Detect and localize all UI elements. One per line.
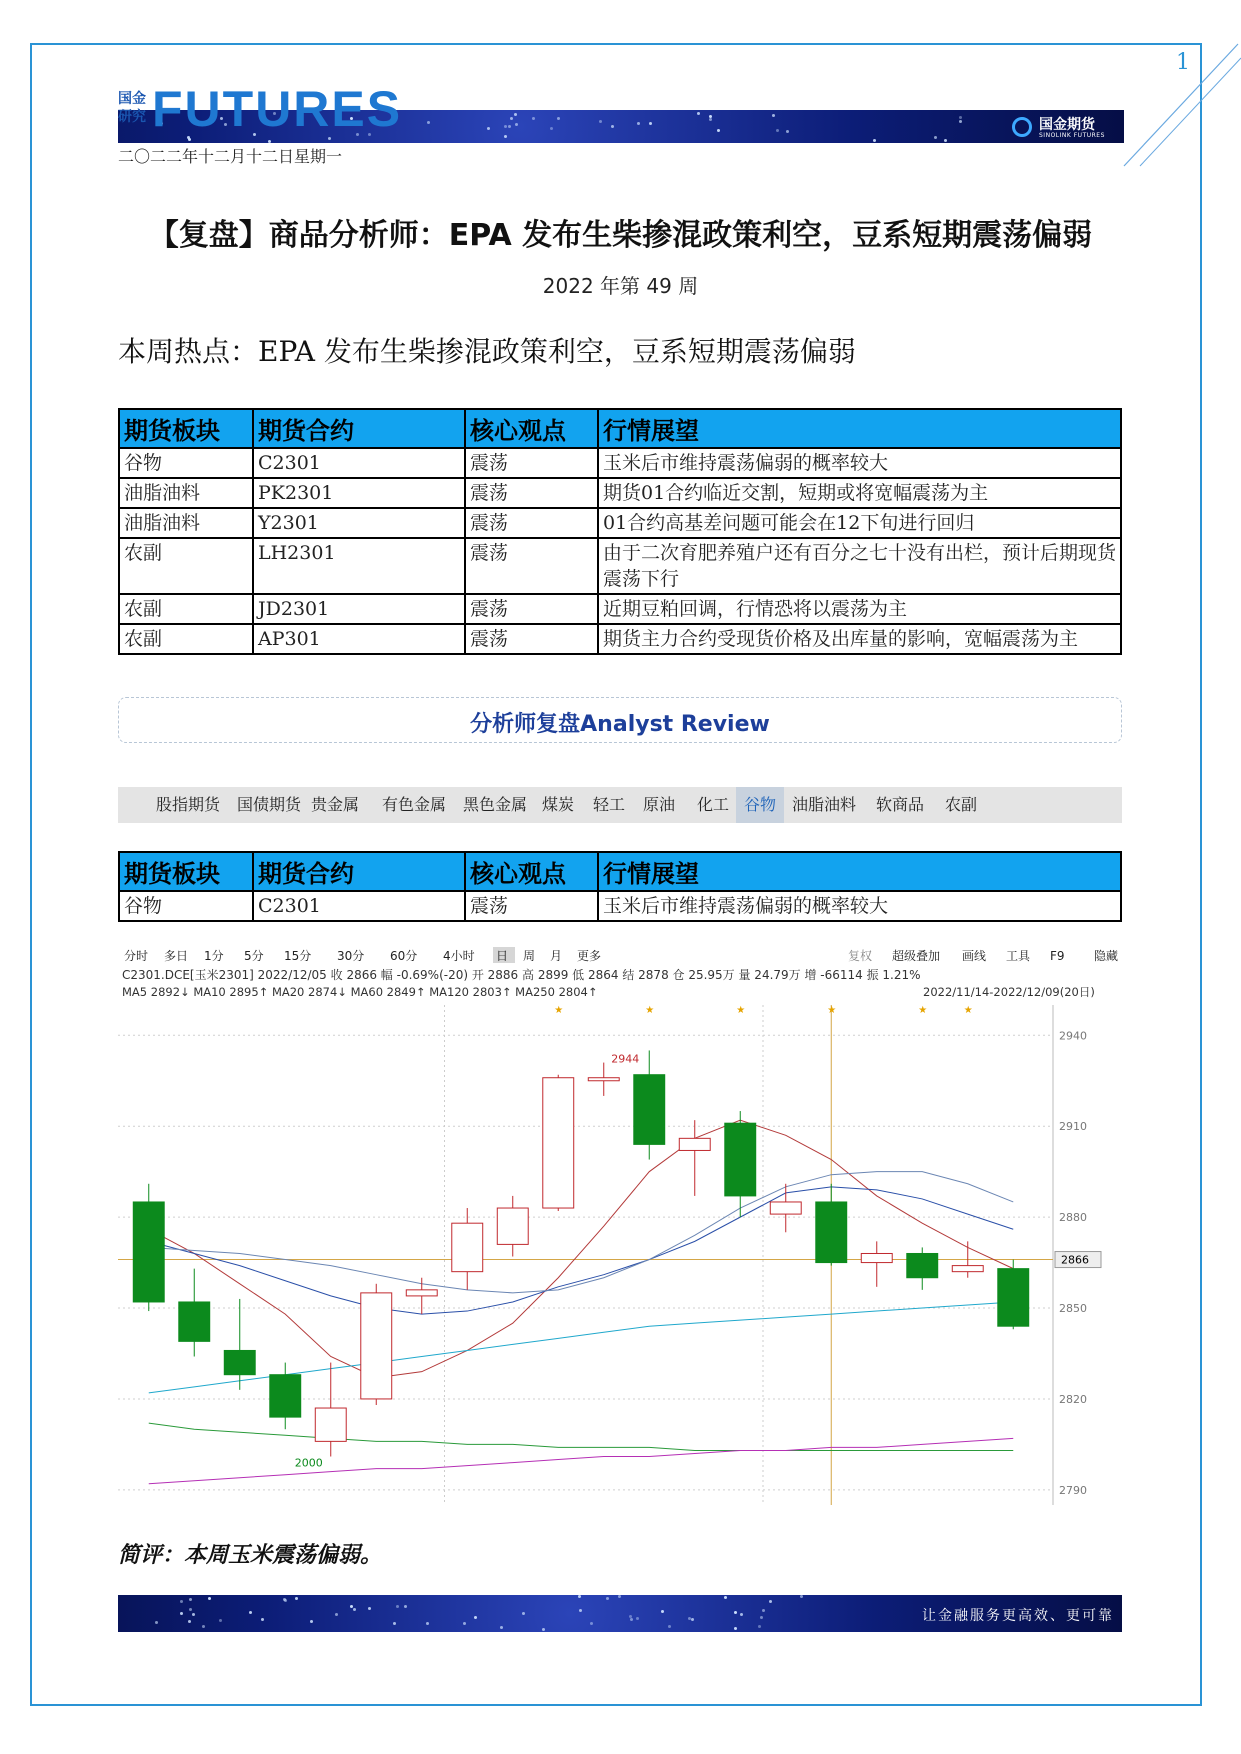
event-star-icon: ★	[554, 1005, 564, 1016]
star-dot	[697, 112, 700, 115]
y-tick-label: 2910	[1059, 1120, 1087, 1134]
star-dot	[717, 129, 720, 132]
table-row	[119, 508, 1121, 538]
star-dot	[155, 1621, 158, 1624]
table-cell: AP301	[253, 624, 465, 654]
star-dot	[219, 1619, 222, 1622]
star-dot	[426, 1622, 429, 1625]
brand-cn: 国金期货	[1039, 117, 1095, 133]
star-dot	[515, 123, 518, 126]
star-dot	[599, 120, 602, 123]
table-cell: LH2301	[253, 538, 465, 594]
star-dot	[474, 1616, 477, 1619]
candle-body	[998, 1269, 1029, 1327]
table-cell: C2301	[253, 448, 465, 478]
period-button[interactable]: 多日	[164, 949, 189, 963]
y-tick-label: 2790	[1059, 1483, 1087, 1497]
table-row	[119, 594, 1121, 624]
table-cell: 期货主力合约受现货价格及出库量的影响，宽幅震荡为主	[598, 624, 1121, 654]
star-dot	[557, 117, 560, 120]
candle-body	[816, 1202, 847, 1263]
candle-body	[770, 1202, 801, 1214]
candle-body	[861, 1253, 892, 1262]
candle-body	[315, 1408, 346, 1441]
y-tick-label: 2880	[1059, 1211, 1087, 1225]
star-dot	[636, 1617, 639, 1620]
star-dot	[404, 1605, 407, 1608]
star-dot	[758, 1625, 761, 1628]
chart-tool-button[interactable]: 工具	[1006, 949, 1031, 963]
y-tick-label: 2820	[1059, 1392, 1087, 1406]
star-dot	[510, 117, 513, 120]
star-dot	[393, 1622, 396, 1625]
table-cell: 震荡	[465, 508, 598, 538]
event-star-icon: ★	[918, 1005, 928, 1016]
star-dot	[709, 118, 712, 121]
candle-body	[907, 1253, 938, 1277]
sector-tab[interactable]: 谷物	[736, 787, 784, 823]
star-dot	[353, 1608, 356, 1611]
period-button[interactable]: 30分	[337, 949, 365, 963]
table-cell: 谷物	[119, 448, 253, 478]
star-dot	[724, 1596, 727, 1599]
period-button[interactable]: 4小时	[443, 949, 475, 963]
star-dot	[786, 130, 789, 133]
chart-date-range: 2022/11/14-2022/12/09(20日)	[923, 985, 1095, 999]
candle-body	[952, 1266, 983, 1272]
event-star-icon: ★	[645, 1005, 655, 1016]
candle-body	[679, 1138, 710, 1150]
candle-body	[133, 1202, 164, 1302]
star-dot	[944, 139, 947, 142]
star-dot	[772, 114, 775, 117]
report-subtitle: 2022 年第 49 周	[542, 274, 699, 298]
sector-tab[interactable]: 化工	[696, 795, 729, 814]
table-cell: 玉米后市维持震荡偏弱的概率较大	[598, 891, 1121, 921]
table-header: 期货合约	[253, 409, 465, 448]
table-row	[119, 891, 1121, 921]
star-dot	[734, 1611, 737, 1614]
star-dot	[188, 1620, 191, 1623]
brand-en: SINOLINK FUTURES	[1039, 132, 1105, 139]
star-dot	[542, 1628, 545, 1631]
star-dot	[661, 1610, 664, 1613]
candle-body	[179, 1302, 210, 1341]
table-cell: 农副	[119, 538, 253, 594]
star-dot	[649, 122, 652, 125]
hot-topic: 本周热点：EPA 发布生柴掺混政策利空，豆系短期震荡偏弱	[118, 335, 856, 368]
brief-comment: 简评：本周玉米震荡偏弱。	[118, 1543, 383, 1568]
page-number: 1	[1176, 50, 1190, 75]
star-dot	[335, 1613, 338, 1616]
star-dot	[769, 1600, 772, 1603]
star-dot	[192, 1613, 195, 1616]
star-dot	[873, 139, 876, 142]
star-dot	[691, 1618, 694, 1621]
period-button[interactable]: 月	[550, 949, 563, 963]
sector-tab[interactable]: 国债期货	[236, 795, 301, 814]
star-dot	[427, 121, 430, 124]
table-header: 期货合约	[253, 852, 465, 891]
star-dot	[310, 1620, 313, 1623]
current-price-label: 2866	[1061, 1253, 1089, 1267]
period-button[interactable]: 1分	[204, 949, 224, 963]
star-dot	[740, 1613, 743, 1616]
table-header: 行情展望	[598, 852, 1121, 891]
candle-body	[452, 1223, 483, 1271]
candle-body	[543, 1078, 574, 1208]
table-header: 期货板块	[119, 409, 253, 448]
ma-line-ma20	[149, 1172, 1014, 1293]
table-cell: 震荡	[465, 478, 598, 508]
star-dot	[504, 125, 507, 128]
logo-en: FUTURES	[152, 81, 403, 137]
table-cell: JD2301	[253, 594, 465, 624]
star-dot	[295, 1597, 298, 1600]
period-button[interactable]: 60分	[390, 949, 418, 963]
table-cell: 油脂油料	[119, 508, 253, 538]
star-dot	[959, 116, 962, 119]
report-title: 【复盘】商品分析师：EPA 发布生柴掺混政策利空，豆系短期震荡偏弱	[148, 218, 1093, 253]
star-dot	[762, 1609, 765, 1612]
table-cell: PK2301	[253, 478, 465, 508]
star-dot	[189, 1608, 192, 1611]
star-dot	[487, 127, 490, 130]
chart-tool-button[interactable]: 隐藏	[1094, 949, 1119, 963]
sector-tabs	[118, 787, 1122, 823]
report-date: 二〇二二年十二月十二日星期一	[118, 147, 343, 166]
table-cell: 期货01合约临近交割，短期或将宽幅震荡为主	[598, 478, 1121, 508]
star-dot	[578, 1595, 581, 1598]
table-row	[119, 448, 1121, 478]
y-tick-label: 2850	[1059, 1302, 1087, 1316]
table-cell: C2301	[253, 891, 465, 921]
star-dot	[249, 1611, 252, 1614]
ma-line-ma10	[149, 1187, 1014, 1314]
star-dot	[590, 1622, 593, 1625]
table-row	[119, 538, 1121, 594]
sector-tab[interactable]: 轻工	[592, 795, 625, 814]
chart-info-line: C2301.DCE[玉米2301] 2022/12/05 收 2866 幅 -0.69%(-20) 开 2886 高 2899 低 2864 结 2878 仓 25.95万 量 24.79万 增 -66114 振 1.21%	[122, 968, 921, 982]
y-tick-label: 2940	[1059, 1029, 1087, 1043]
star-dot	[579, 1609, 582, 1612]
table-cell: 玉米后市维持震荡偏弱的概率较大	[598, 448, 1121, 478]
table-cell: 油脂油料	[119, 478, 253, 508]
table-header: 核心观点	[465, 852, 598, 891]
star-dot	[959, 120, 962, 123]
period-button[interactable]: 5分	[244, 949, 264, 963]
star-dot	[202, 1625, 205, 1628]
sector-tab[interactable]: 农副	[944, 795, 977, 814]
low-price-label: 2000	[294, 1456, 323, 1470]
chart-tool-button[interactable]: 复权	[848, 949, 873, 963]
period-button[interactable]: 周	[523, 949, 536, 963]
star-dot	[180, 1612, 183, 1615]
analyst-review-banner	[118, 697, 1122, 743]
star-dot	[611, 125, 614, 128]
sector-table	[118, 851, 1122, 922]
table-row	[119, 624, 1121, 654]
table-cell: 由于二次育肥养殖户还有百分之七十没有出栏，预计后期现货震荡下行	[598, 538, 1121, 594]
star-dot	[618, 1595, 621, 1598]
corner-decoration	[1110, 40, 1241, 170]
ma-line-ma250	[149, 1438, 1014, 1483]
star-dot	[463, 1622, 466, 1625]
candle-body	[224, 1350, 255, 1374]
table-row	[119, 478, 1121, 508]
star-dot	[189, 1598, 192, 1601]
table-cell: Y2301	[253, 508, 465, 538]
star-dot	[504, 135, 507, 138]
candle-body	[725, 1123, 756, 1196]
analyst-review-label: 分析师复盘Analyst Review	[470, 712, 770, 737]
table-cell: 震荡	[465, 891, 598, 921]
star-dot	[284, 1599, 287, 1602]
star-dot	[514, 113, 517, 116]
kline-chart-svg	[118, 945, 1122, 1509]
star-dot	[934, 136, 937, 139]
sector-tab[interactable]: 煤炭	[541, 795, 574, 814]
star-dot	[508, 125, 511, 128]
kline-chart	[118, 945, 1122, 1509]
event-star-icon: ★	[963, 1005, 973, 1016]
ma-line-ma120	[149, 1423, 1014, 1450]
table-cell: 谷物	[119, 891, 253, 921]
table-cell: 农副	[119, 624, 253, 654]
candle-body	[634, 1075, 665, 1145]
brand-mark-icon	[1012, 117, 1032, 137]
ma-line-ma5	[149, 1120, 1014, 1378]
star-dot	[550, 127, 553, 130]
table-cell: 近期豆粕回调，行情恐将以震荡为主	[598, 594, 1121, 624]
candle-body	[270, 1375, 301, 1417]
table-header-row	[119, 852, 1121, 891]
summary-table	[118, 408, 1122, 655]
sector-tab[interactable]: 油脂油料	[791, 795, 856, 814]
star-dot	[396, 1605, 399, 1608]
table-header: 期货板块	[119, 852, 253, 891]
star-dot	[630, 1618, 633, 1621]
chart-tool-button[interactable]: 画线	[962, 949, 987, 963]
table-cell: 01合约高基差问题可能会在12下旬进行回归	[598, 508, 1121, 538]
star-dot	[268, 140, 271, 143]
chart-tool-button[interactable]: F9	[1050, 949, 1065, 963]
event-star-icon: ★	[736, 1005, 746, 1016]
star-dot	[532, 117, 535, 120]
sector-tab[interactable]: 有色金属	[381, 795, 446, 814]
logo-cn: 国金研究	[118, 91, 146, 125]
table-cell: 农副	[119, 594, 253, 624]
candle-body	[497, 1208, 528, 1244]
footer-slogan: 让金融服务更高效、更可靠	[922, 1608, 1114, 1624]
chart-tool-button[interactable]: 超级叠加	[892, 949, 941, 963]
table-header-row	[119, 409, 1121, 448]
table-cell: 震荡	[465, 538, 598, 594]
sector-tab[interactable]: 股指期货	[156, 795, 221, 814]
star-dot	[800, 1595, 803, 1598]
star-dot	[368, 1607, 371, 1610]
star-dot	[350, 1605, 353, 1608]
star-dot	[261, 1618, 264, 1621]
star-dot	[522, 1612, 525, 1615]
sector-tab[interactable]: 软商品	[875, 795, 924, 814]
chart-ma-line: MA5 2892↓ MA10 2895↑ MA20 2874↓ MA60 2849↑ MA120 2803↑ MA250 2804↑	[122, 985, 598, 999]
event-star-icon: ★	[827, 1005, 837, 1016]
candle-body	[406, 1290, 437, 1296]
sector-tab[interactable]: 黑色金属	[462, 795, 527, 814]
candle-body	[588, 1078, 619, 1081]
period-button[interactable]: 日	[496, 949, 509, 963]
period-button[interactable]: 15分	[284, 949, 312, 963]
table-cell: 震荡	[465, 624, 598, 654]
table-cell: 震荡	[465, 594, 598, 624]
star-dot	[709, 115, 712, 118]
sector-tab[interactable]: 原油	[642, 795, 675, 814]
star-dot	[668, 1625, 671, 1628]
period-button[interactable]: 更多	[577, 949, 602, 963]
star-dot	[760, 1616, 763, 1619]
period-button[interactable]: 分时	[124, 949, 149, 963]
table-header: 核心观点	[465, 409, 598, 448]
table-header: 行情展望	[598, 409, 1121, 448]
sector-tab[interactable]: 贵金属	[310, 795, 359, 814]
star-dot	[208, 1597, 211, 1600]
star-dot	[180, 1600, 183, 1603]
star-dot	[606, 1597, 609, 1600]
candle-body	[361, 1293, 392, 1399]
star-dot	[734, 1627, 737, 1630]
star-dot	[188, 138, 191, 141]
star-dot	[776, 129, 779, 132]
table-cell: 震荡	[465, 448, 598, 478]
star-dot	[500, 1626, 503, 1629]
star-dot	[637, 122, 640, 125]
footer-band	[118, 1595, 1122, 1632]
high-price-label: 2944	[611, 1052, 640, 1066]
